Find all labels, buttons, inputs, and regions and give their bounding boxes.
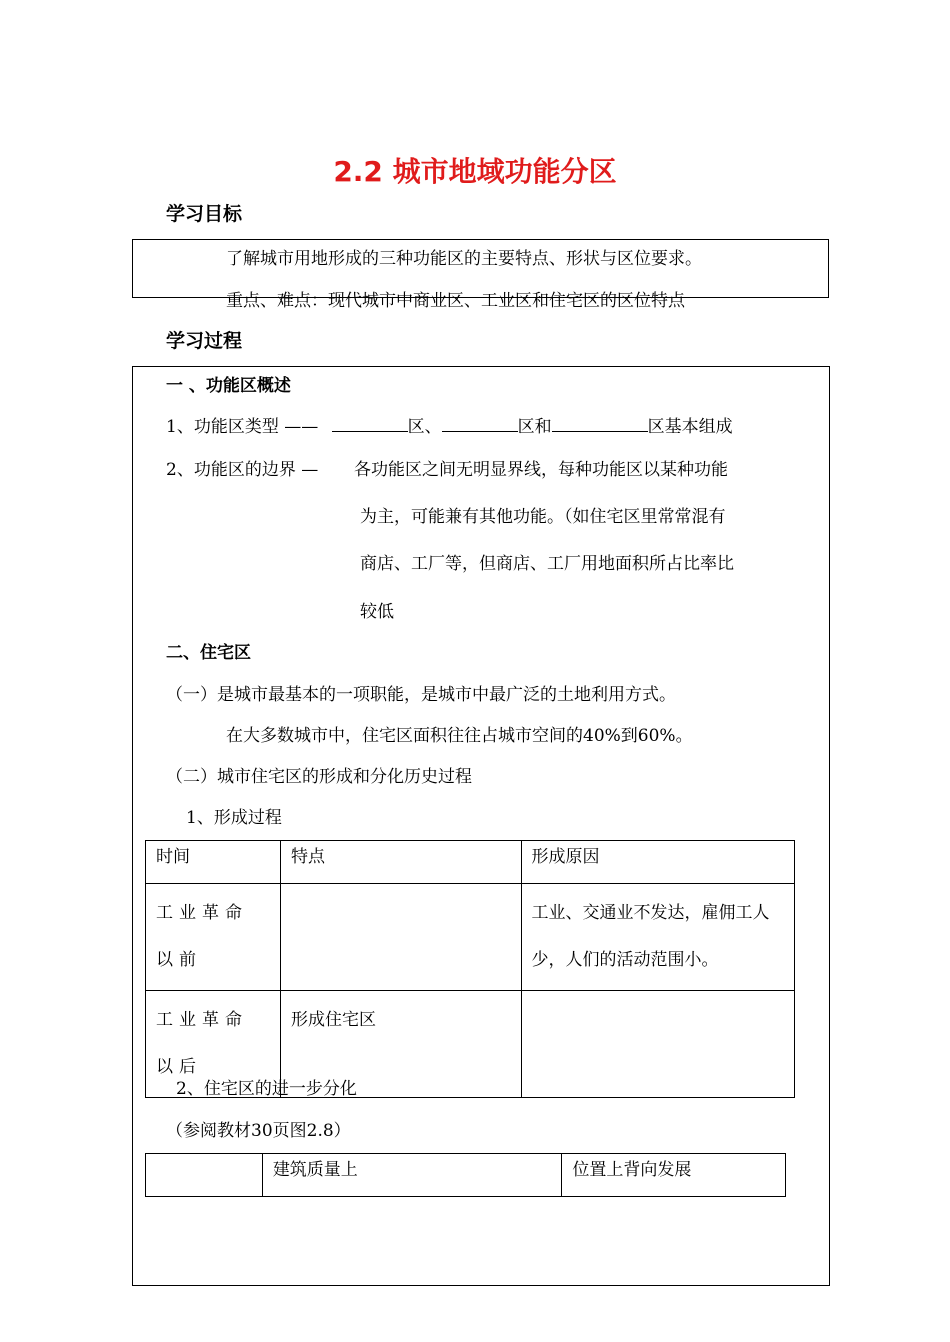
header-direction: 位置上背向发展 bbox=[562, 1154, 786, 1197]
item1-part-b: 区和 bbox=[517, 417, 552, 437]
item2-line2: 为主，可能兼有其他功能。（如住宅区里常常混有 bbox=[360, 507, 726, 527]
item1-label: 1、功能区类型 —— bbox=[166, 417, 319, 437]
header-build-quality: 建筑质量上 bbox=[262, 1154, 562, 1197]
header-blank bbox=[146, 1154, 263, 1197]
differentiation-table bbox=[145, 1153, 786, 1197]
differentiation-subheading: 2、住宅区的进一步分化 bbox=[176, 1079, 357, 1099]
row1-time-text: 工业革命以前 bbox=[156, 903, 248, 970]
header-time: 时间 bbox=[146, 841, 281, 884]
objectives-line2: 重点、难点：现代城市中商业区、工业区和住宅区的区位特点 bbox=[226, 291, 685, 311]
item1-part-c: 区基本组成 bbox=[647, 417, 733, 437]
formation-subheading: 1、形成过程 bbox=[186, 808, 282, 828]
objectives-line1: 了解城市用地形成的三种功能区的主要特点、形状与区位要求。 bbox=[226, 249, 702, 269]
process-heading: 学习过程 bbox=[166, 330, 243, 352]
section2-p2: 在大多数城市中，住宅区面积往往占城市空间的40%到60%。 bbox=[226, 726, 693, 746]
row2-feature: 形成住宅区 bbox=[280, 991, 521, 1098]
row2-time-text: 工业革命以后 bbox=[156, 1010, 248, 1077]
row1-time bbox=[146, 884, 281, 991]
blank-2[interactable] bbox=[442, 416, 518, 432]
item2-label: 2、功能区的边界 — bbox=[166, 460, 319, 480]
section2-heading: 二、住宅区 bbox=[166, 643, 251, 663]
header-reason: 形成原因 bbox=[521, 841, 795, 884]
row2-reason[interactable] bbox=[521, 991, 795, 1098]
table-header-row bbox=[146, 841, 795, 884]
page-title: 2.2 城市地域功能分区 bbox=[333, 155, 617, 188]
section1-heading: 一 、功能区概述 bbox=[166, 376, 291, 396]
formation-table bbox=[145, 840, 795, 1098]
row1-reason bbox=[521, 884, 795, 991]
section2-p3: （二）城市住宅区的形成和分化历史过程 bbox=[166, 767, 472, 787]
row1-reason-text: 工业、交通业不发达，雇佣工人少，人们的活动范围小。 bbox=[531, 903, 770, 970]
item2-line3: 商店、工厂等，但商店、工厂用地面积所占比率比 bbox=[360, 554, 734, 574]
item1-line bbox=[166, 412, 733, 437]
blank-3[interactable] bbox=[552, 416, 648, 432]
table-header-row bbox=[146, 1154, 786, 1197]
textbook-reference: （参阅教材30页图2.8） bbox=[166, 1121, 351, 1141]
header-feature: 特点 bbox=[280, 841, 521, 884]
item2-line4: 较低 bbox=[360, 602, 394, 622]
item1-part-a: 区、 bbox=[407, 417, 442, 437]
blank-1[interactable] bbox=[332, 416, 408, 432]
item2-line1: 各功能区之间无明显界线，每种功能区以某种功能 bbox=[354, 460, 728, 480]
table-row bbox=[146, 884, 795, 991]
row1-feature[interactable] bbox=[280, 884, 521, 991]
objectives-heading: 学习目标 bbox=[166, 203, 243, 225]
section2-p1: （一）是城市最基本的一项职能，是城市中最广泛的土地利用方式。 bbox=[166, 685, 676, 705]
